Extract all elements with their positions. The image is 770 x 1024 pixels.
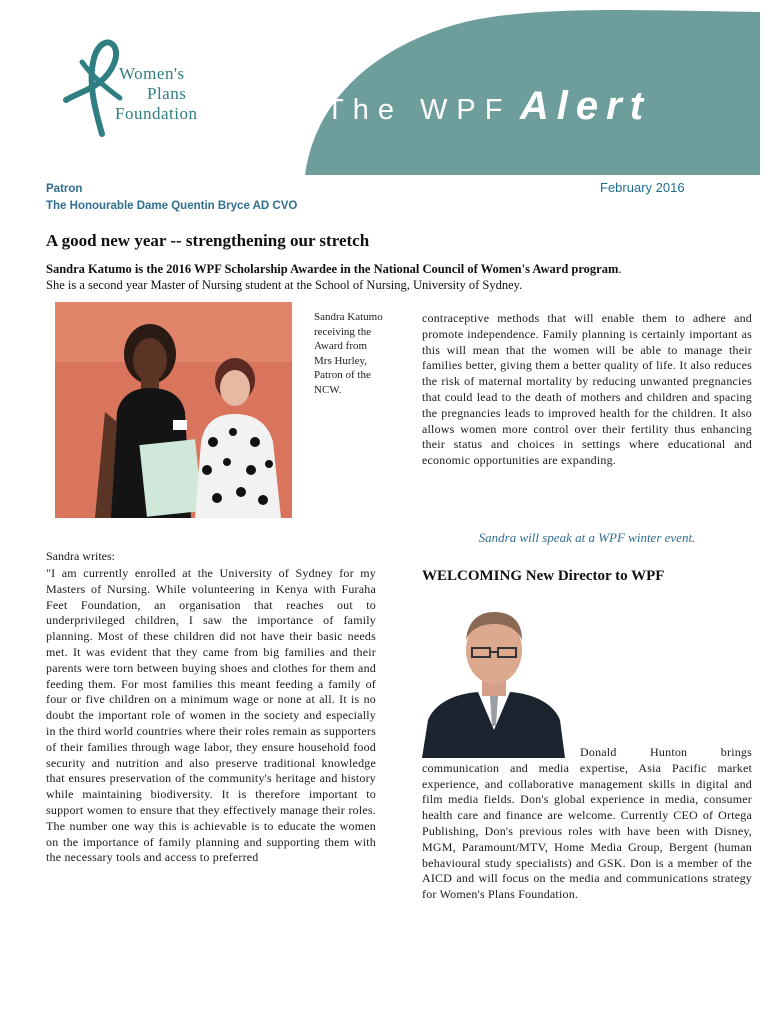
newsletter-title: [326, 84, 651, 129]
issue-date: February 2016: [600, 180, 685, 195]
director-photo: [422, 600, 565, 758]
logo-line-2: Plans: [147, 84, 187, 103]
article-lead: [46, 261, 746, 293]
logo-line-1: Women's: [119, 64, 185, 83]
director-text-block: [422, 745, 752, 903]
title-bold: Alert: [519, 84, 652, 128]
photo-caption: Sandra Katumo receiving the Award from Mrs Hurley, Patron of the NCW.: [314, 311, 383, 396]
patron-name: The Honourable Dame Quentin Bryce AD CVO: [46, 200, 298, 212]
sandra-writes-label: Sandra writes:: [46, 549, 115, 563]
patron-label: Patron: [46, 183, 83, 195]
award-photo: [55, 302, 292, 518]
lead-bold-end: .: [618, 262, 622, 276]
director-headline: WELCOMING New Director to WPF: [422, 568, 665, 584]
article-right-column: contraceptive methods that will enable them to adhere and promote independence. Family planning is certainly important as this will mean that the women will be able to manage their families better, giving them a better quality of life. It also reduces the risk of maternal mortality by reducing unwanted pregnancies that could lead to the death of mothers and children and spacing the pregnancies leads to improved health for the children. It also allows women more control over their fertility thus enhancing their status and choices in settings where educational and economic opportunities are expanding.: [422, 311, 752, 468]
article-headline: A good new year -- strengthening our stretch: [46, 231, 370, 250]
logo-wordmark: [115, 64, 265, 124]
lead-rest: She is a second year Master of Nursing student at the School of Nursing, University of Sydney.: [46, 278, 523, 292]
article-left-column: "I am currently enrolled at the University of Sydney for my Masters of Nursing. While volunteering in Kenya with Furaha Feet Foundation, an organisation that reaches out to underprivileged children, I saw the importance of family planning. Most of these children did not have their basic needs met. It was evident that they came from big families and their parents were torn between buying shoes and clothes for them and feeding them. For most families this meant feeding a family of four or five children on a minimum wage or none at all. It is no doubt the important role of women in the society and especially in the third world countries where their roles remain as supporters of their families through wage labor, they ensure household food security and nutrition and also preserve traditional knowledge that ensures preservation of the community's heritage and history while maintaining biodiversity. It is therefore important to support women to ensure that they effectively manage their roles. The number one way this is achievable is to educate the women on the importance of family planning and supporting them with the necessary tools and access to preferred: [46, 566, 376, 865]
director-text: Donald Hunton brings communication and media expertise, Asia Pacific market experience, and collaborative management skills in digital and film media fields. Don's global experience in media, consumer health care and finance are welcome. Currently CEO of Ortega Publishing, Don's previous roles with have been with Disney, MGM, Paramount/MTV, Home Media Group, Bergent (human behavioural study specialists) and GSK. Don is a member of the AICD and will focus on the media and communications strategy for Women's Plans Foundation.: [422, 745, 752, 902]
lead-bold: Sandra Katumo is the 2016 WPF Scholarship Awardee in the National Council of Women's Award program: [46, 262, 619, 276]
speaking-note: Sandra will speak at a WPF winter event.: [478, 530, 696, 545]
title-plain: The WPF: [326, 94, 512, 126]
patron-block: [46, 181, 297, 215]
logo-line-3: Foundation: [115, 104, 198, 123]
